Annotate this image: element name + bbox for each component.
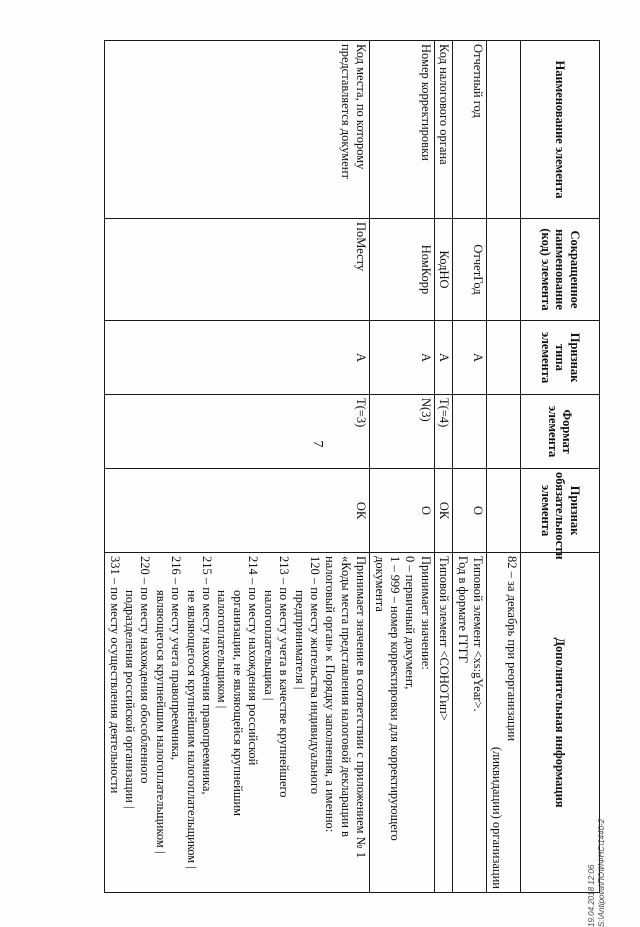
header-required: Признак обязательности элемента: [521, 469, 600, 553]
rotated-page: [107, 40, 600, 904]
info-intro: Принимает значение в соответствии с приложением № 1 «Коды места представления налоговой декларации в налоговый орган» к Порядку заполнения, а именно:: [323, 556, 369, 858]
cell-name: Номер корректировки: [370, 41, 435, 219]
cell-info: [434, 553, 452, 893]
cell-required: О: [370, 469, 435, 553]
code-214-cont: организации, не являющейся крупнейшим налогоплательщиком |: [215, 590, 245, 817]
cell-name: Код налогового органа: [434, 41, 452, 219]
stamp-date: 19.04.2018 12:06: [587, 864, 596, 927]
cell-type: А: [370, 321, 435, 395]
cell-code: ПоМесту: [105, 219, 370, 321]
table-row: [105, 41, 370, 893]
code-331: 331 – по месту осуществления деятельности: [107, 556, 122, 794]
stamp-path: S:\Antipova\ПО\ИФНС\1440-2: [597, 818, 606, 927]
cell-code: КодНО: [434, 219, 452, 321]
code-213-cont: налогоплательщика |: [261, 590, 276, 701]
table-row: [453, 41, 487, 893]
table-header-row: [521, 41, 600, 893]
cell-required: О: [453, 469, 487, 553]
cell-format: T(=3): [105, 395, 370, 469]
cell-info: [453, 553, 487, 893]
code-220: 220 – по месту нахождения обособленного: [138, 556, 153, 784]
cell-required: ОК: [105, 469, 370, 553]
cell-format: N(3): [370, 395, 435, 469]
code-215-cont: не являющегося крупнейшим налогоплательщиком |: [184, 590, 199, 869]
header-info: Дополнительная информация: [521, 553, 600, 893]
code-220-cont: подразделения российской организации |: [123, 590, 138, 809]
info-line: Принимает значение:: [418, 556, 433, 670]
header-format: Формат элемента: [521, 395, 600, 469]
page-number: 7: [310, 440, 325, 448]
cell-info: [370, 553, 435, 893]
element-table: [104, 40, 600, 893]
table-row: [487, 41, 521, 893]
cell-format: [453, 395, 487, 469]
info-line: Типовой элемент <СОНОТип>: [437, 556, 452, 721]
cell-required: ОК: [434, 469, 452, 553]
table-row: [370, 41, 435, 893]
cell-type: А: [105, 321, 370, 395]
cell-info: [487, 553, 521, 893]
cell-type: А: [453, 321, 487, 395]
info-line: 82 – за декабрь при реорганизации: [505, 556, 519, 742]
code-216-cont: являющегося крупнейшим налогоплательщиком |: [153, 590, 168, 854]
cell-name: Код места, по которому представляется документ: [105, 41, 370, 219]
code-215: 215 – по месту нахождения правопреемника,: [200, 556, 215, 795]
info-line: 1 – 999 – номер корректировки для корректирующего документа: [372, 556, 402, 841]
table-row: [434, 41, 452, 893]
header-code: Сокращенное наименование (код) элемента: [521, 219, 600, 321]
info-line: 0 – первичный документ,: [403, 556, 418, 690]
header-name: Наименование элемента: [521, 41, 600, 219]
cell-code: НомКорр: [370, 219, 435, 321]
header-type: Признак типа элемента: [521, 321, 600, 395]
info-line: Год в формате ГГГГ: [455, 556, 470, 664]
code-214: 214 – по месту нахождения российской: [246, 556, 261, 766]
code-216: 216 – по месту учета правопреемника,: [169, 556, 184, 761]
cell-code: ОтчетГод: [453, 219, 487, 321]
info-line: Типовой элемент <xs:gYear>.: [471, 556, 485, 712]
code-120-cont: предпринимателя |: [292, 590, 307, 690]
code-213: 213 – по месту учета в качестве крупнейшего: [277, 556, 292, 798]
cell-type: А: [434, 321, 452, 395]
code-120: 120 – по месту жительства индивидуального: [307, 556, 322, 795]
cell-format: T(=4): [434, 395, 452, 469]
cell-info: [105, 553, 370, 893]
info-line: (ликвидации) организации: [489, 746, 504, 889]
cell-name: Отчетный год: [453, 41, 487, 219]
